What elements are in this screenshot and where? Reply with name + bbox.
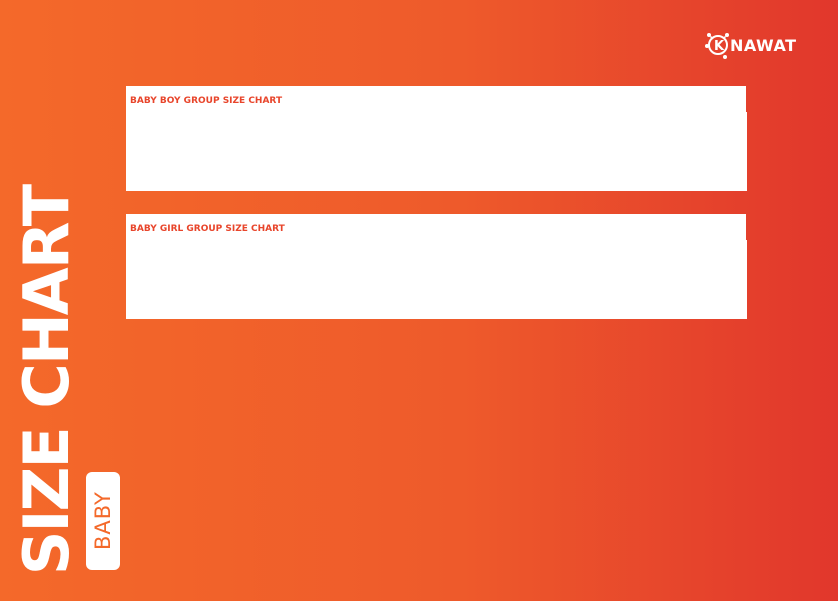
table-cell: 55 — [591, 165, 668, 178]
table-cell: 53 — [514, 165, 591, 178]
table-cell: 54 — [591, 267, 668, 280]
table-header-row — [127, 113, 747, 126]
table-cell: 45.5 — [282, 139, 359, 152]
table-cell: 80 — [437, 126, 514, 139]
table-cell: 46.5 — [359, 152, 436, 165]
table-cell: 26.2 — [437, 178, 514, 191]
header-cell: 12-18 MONTHS — [514, 241, 591, 254]
table-cell: 57 — [669, 293, 746, 306]
table-cell: 54.5 — [669, 267, 746, 280]
table-cell: 92 — [591, 254, 668, 267]
table-row — [127, 178, 747, 191]
table-cell: 53 — [514, 267, 591, 280]
table-cell: 28.3 — [514, 178, 591, 191]
table-cell: 43 — [205, 139, 282, 152]
table-cell: 52.5 — [669, 152, 746, 165]
table-row — [127, 139, 747, 152]
table-row — [127, 267, 747, 280]
table-cell: 32.2 — [591, 306, 668, 319]
size-table — [126, 112, 747, 191]
table-cell: 51 — [437, 139, 514, 152]
table-cell: 98 — [669, 254, 746, 267]
chart-title: BABY BOY GROUP SIZE CHART — [126, 86, 746, 112]
table-cell: 51 — [591, 152, 668, 165]
table-cell: 62 — [205, 254, 282, 267]
header-cell: 18-24 MONTHS — [591, 113, 668, 126]
table-cell: 43 — [205, 152, 282, 165]
row-label: Chest (cm) — [127, 139, 205, 152]
table-cell — [359, 178, 436, 191]
table-cell — [205, 178, 282, 191]
header-cell: 18-24 MONTHS — [591, 241, 668, 254]
header-cell: 0-3 MONTHS — [205, 241, 282, 254]
table-cell: 45 — [282, 152, 359, 165]
table-cell: 51 — [437, 267, 514, 280]
table-cell: 52 — [437, 165, 514, 178]
row-label: Waist (cm) — [127, 152, 205, 165]
table-cell: 43 — [205, 293, 282, 306]
knawat-logo-mark — [704, 30, 732, 60]
row-label: Inner Length (cm) — [127, 178, 205, 191]
table-row — [127, 280, 747, 293]
table-cell: 55 — [591, 293, 668, 306]
header-cell: SIZES — [127, 241, 205, 254]
table-cell: 41 — [669, 178, 746, 191]
table-cell: 47.5 — [359, 165, 436, 178]
header-cell: 3-6 MONTHS — [282, 241, 359, 254]
row-label: Chest (cm) — [127, 267, 205, 280]
header-cell: 24-36 MONTHS — [669, 241, 746, 254]
table-cell: 43 — [205, 165, 282, 178]
table-cell — [205, 306, 282, 319]
row-label: Height (cm) — [127, 254, 205, 267]
row-label: Height (cm) — [127, 126, 205, 139]
table-row — [127, 254, 747, 267]
table-cell: 68 — [282, 126, 359, 139]
header-cell: 9-12 MONTHS — [437, 241, 514, 254]
header-cell: 9-12 MONTHS — [437, 113, 514, 126]
table-cell: 57 — [669, 165, 746, 178]
chart-title: BABY GIRL GROUP SIZE CHART — [126, 214, 746, 240]
table-cell: 92 — [591, 126, 668, 139]
table-cell: 68 — [282, 254, 359, 267]
logo-text: NAWAT — [730, 35, 797, 55]
knawat-logo — [704, 30, 797, 60]
table-cell: 53 — [514, 139, 591, 152]
table-cell: 45 — [282, 280, 359, 293]
table-header-row — [127, 241, 747, 254]
baby-girl-size-chart — [126, 214, 746, 319]
svg-text:K: K — [714, 39, 725, 54]
table-row — [127, 152, 747, 165]
table-cell: 51 — [591, 280, 668, 293]
header-cell: 6-9 MONTHS — [359, 241, 436, 254]
baby-badge-label: BABY — [91, 491, 115, 551]
table-cell — [282, 306, 359, 319]
table-cell: 47 — [359, 267, 436, 280]
table-cell: 50 — [437, 152, 514, 165]
size-table — [126, 240, 747, 319]
baby-boy-size-chart — [126, 86, 746, 191]
baby-badge — [86, 472, 120, 570]
table-row — [127, 165, 747, 178]
table-cell: 52.5 — [669, 280, 746, 293]
table-cell: 43 — [205, 267, 282, 280]
header-cell: SIZES — [127, 113, 205, 126]
row-label: Inner Length (cm) — [127, 306, 205, 319]
table-cell: 47.5 — [359, 293, 436, 306]
table-cell: 86 — [514, 126, 591, 139]
table-row — [127, 293, 747, 306]
table-cell: 28.3 — [514, 306, 591, 319]
table-cell: 47 — [359, 139, 436, 152]
table-cell: 43 — [205, 280, 282, 293]
page-title: SIZE CHART — [10, 185, 83, 575]
table-cell — [282, 178, 359, 191]
row-label: Waist (cm) — [127, 280, 205, 293]
table-cell: 74.25 — [359, 126, 436, 139]
row-label: Basen (cm) — [127, 293, 205, 306]
table-cell: 52 — [437, 293, 514, 306]
table-cell: 50 — [437, 280, 514, 293]
table-cell: 54.5 — [669, 139, 746, 152]
table-cell: 80 — [437, 254, 514, 267]
header-cell: 0-3 MONTHS — [205, 113, 282, 126]
table-cell: 53 — [514, 293, 591, 306]
table-cell: 54 — [591, 139, 668, 152]
table-cell: 41 — [669, 306, 746, 319]
table-cell: 44.75 — [282, 165, 359, 178]
header-cell: 3-6 MONTHS — [282, 113, 359, 126]
table-cell: 44.75 — [282, 293, 359, 306]
header-cell: 12-18 MONTHS — [514, 113, 591, 126]
table-cell: 50 — [514, 280, 591, 293]
table-cell: 62 — [205, 126, 282, 139]
table-cell: 26.2 — [437, 306, 514, 319]
table-cell: 98 — [669, 126, 746, 139]
table-row — [127, 126, 747, 139]
table-cell: 50 — [514, 152, 591, 165]
row-label: Basen (cm) — [127, 165, 205, 178]
table-cell: 32.2 — [591, 178, 668, 191]
header-cell: 24-36 MONTHS — [669, 113, 746, 126]
table-cell — [359, 306, 436, 319]
table-cell: 46.5 — [359, 280, 436, 293]
table-cell: 86 — [514, 254, 591, 267]
table-cell: 45.5 — [282, 267, 359, 280]
table-cell: 74.25 — [359, 254, 436, 267]
header-cell: 6-9 MONTHS — [359, 113, 436, 126]
table-row — [127, 306, 747, 319]
